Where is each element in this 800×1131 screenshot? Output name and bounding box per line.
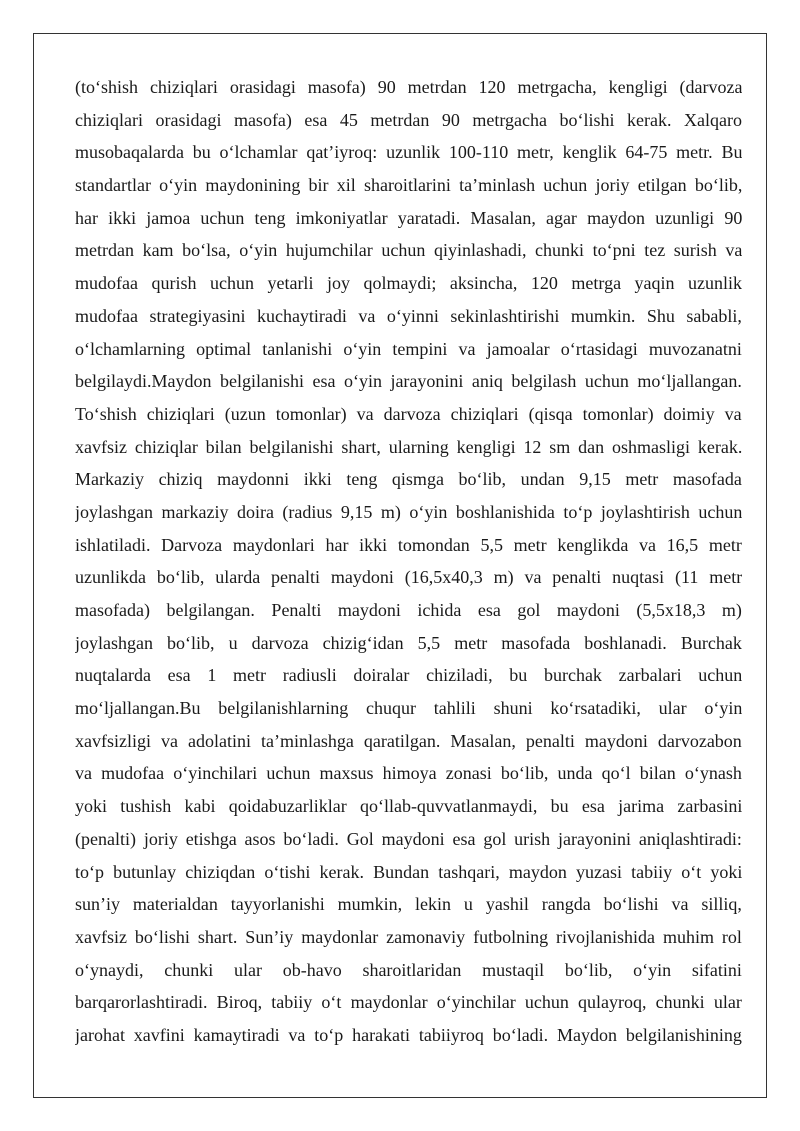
text-line: xavfsiz chiziqlar bilan belgilanishi shart, ularning kengligi 12 sm dan oshmasligi kerak.	[75, 436, 742, 457]
text-line: (penalti) joriy etishga asos bo‘ladi. Gol maydoni esa gol urish jarayonini aniqlashtiradi:	[75, 828, 742, 849]
text-line: uzunlikda bo‘lib, ularda penalti maydoni (16,5x40,3 m) va penalti nuqtasi (11 metr	[75, 567, 742, 588]
text-line: sun’iy materialdan tayyorlanishi mumkin, lekin u yashil rangda bo‘lishi va silliq,	[75, 894, 742, 915]
text-line: belgilaydi.Maydon belgilanishi esa o‘yin jarayonini aniq belgilash uchun mo‘ljallangan.	[75, 371, 742, 392]
text-line: o‘lchamlarning optimal tanlanishi o‘yin tempini va jamoalar o‘rtasidagi muvozanatni	[75, 338, 742, 359]
text-line: joylashgan markaziy doira (radius 9,15 m) o‘yin boshlanishida to‘p joylashtirish uchun	[75, 501, 742, 522]
text-line: nuqtalarda esa 1 metr radiusli doiralar chiziladi, bu burchak zarbalari uchun	[75, 665, 742, 686]
text-line: to‘p butunlay chiziqdan o‘tishi kerak. Bundan tashqari, maydon yuzasi tabiiy o‘t yoki	[75, 861, 742, 882]
document-body	[75, 71, 742, 1061]
text-line: jarohat xavfini kamaytiradi va to‘p harakati tabiiyroq bo‘ladi. Maydon belgilanishining	[75, 1024, 742, 1045]
text-line: ishlatiladi. Darvoza maydonlari har ikki tomondan 5,5 metr kenglikda va 16,5 metr	[75, 534, 742, 555]
text-line: metrdan kam bo‘lsa, o‘yin hujumchilar uchun qiyinlashadi, chunki to‘pni tez surish va	[75, 240, 742, 261]
text-line: chiziqlari orasidagi masofa) esa 45 metrdan 90 metrgacha bo‘lishi kerak. Xalqaro	[75, 109, 742, 130]
text-line: masofada) belgilangan. Penalti maydoni ichida esa gol maydoni (5,5x18,3 m)	[75, 600, 742, 620]
text-line: barqarorlashtiradi. Biroq, tabiiy o‘t maydonlar o‘yinchilar uchun qulayroq, chunki ular	[75, 992, 742, 1013]
text-line: yoki tushish kabi qoidabuzarliklar qo‘llab-quvvatlanmaydi, bu esa jarima zarbasini	[75, 796, 742, 817]
text-line: xavfsiz bo‘lishi shart. Sun’iy maydonlar zamonaviy futbolning rivojlanishida muhim rol	[75, 926, 742, 947]
text-line: joylashgan bo‘lib, u darvoza chizig‘idan 5,5 metr masofada boshlanadi. Burchak	[75, 632, 742, 653]
text-line: mudofaa qurish uchun yetarli joy qolmaydi; aksincha, 120 metrga yaqin uzunlik	[75, 273, 742, 294]
text-line: mo‘ljallangan.Bu belgilanishlarning chuqur tahlili shuni ko‘rsatadiki, ular o‘yin	[75, 698, 742, 719]
text-line: va mudofaa o‘yinchilari uchun maxsus himoya zonasi bo‘lib, unda qo‘l bilan o‘ynash	[75, 763, 742, 784]
text-line: o‘ynaydi, chunki ular ob-havo sharoitlaridan mustaqil bo‘lib, o‘yin sifatini	[75, 959, 742, 980]
text-line: Markaziy chiziq maydonni ikki teng qismga bo‘lib, undan 9,15 metr masofada	[75, 469, 742, 490]
text-line: musobaqalarda bu o‘lchamlar qat’iyroq: uzunlik 100-110 metr, kenglik 64-75 metr. Bu	[75, 142, 742, 163]
text-line: mudofaa strategiyasini kuchaytiradi va o‘yinni sekinlashtirishi mumkin. Shu sababli,	[75, 305, 742, 326]
text-line: (to‘shish chiziqlari orasidagi masofa) 90 metrdan 120 metrgacha, kengligi (darvoza	[75, 77, 742, 97]
text-line: To‘shish chiziqlari (uzun tomonlar) va darvoza chiziqlari (qisqa tomonlar) doimiy va	[75, 403, 742, 424]
text-line: standartlar o‘yin maydonining bir xil sharoitlarini ta’minlash uchun joriy etilgan bo‘lib,	[75, 175, 742, 196]
text-line: har ikki jamoa uchun teng imkoniyatlar yaratadi. Masalan, agar maydon uzunligi 90	[75, 207, 742, 228]
text-line: xavfsizligi va adolatini ta’minlashga qaratilgan. Masalan, penalti maydoni darvozabon	[75, 730, 742, 751]
